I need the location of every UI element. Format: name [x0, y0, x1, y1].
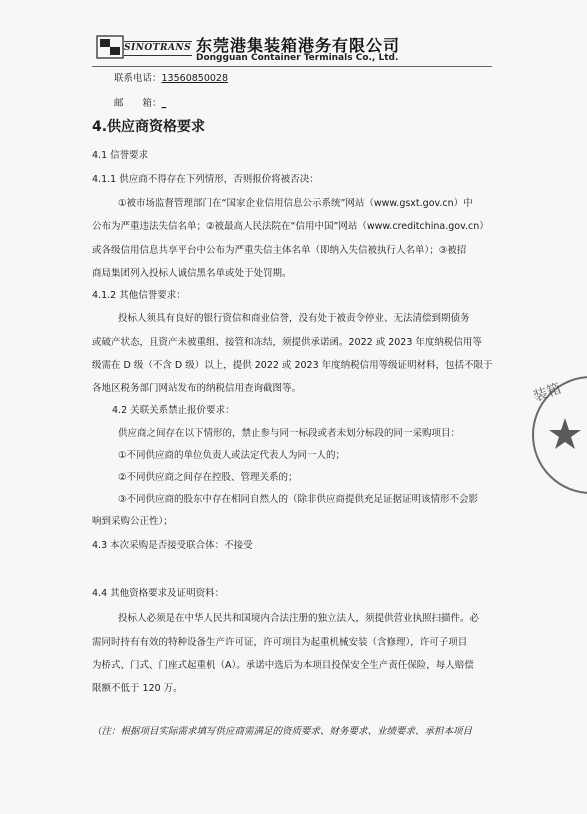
paragraph-line: 商局集团列入投标人诚信黑名单或处于处罚期。 [92, 268, 292, 279]
note-line: （注：根据项目实际需求填写供应商需满足的资质要求、财务要求、业绩要求、承担本项目 [92, 726, 473, 737]
phone-label: 联系电话： [114, 73, 162, 84]
paragraph-line: ②不同供应商之间存在控股、管理关系的； [118, 472, 298, 483]
heading-4-1: 4.1 信誉要求 [92, 150, 149, 161]
paragraph-line: 响到采购公正性）； [92, 516, 173, 527]
heading-4-4: 4.4 其他资格要求及证明资料： [92, 588, 225, 599]
company-name-en: Dongguan Container Terminals Co., Ltd. [196, 53, 399, 63]
paragraph-line: 投标人须具有良好的银行资信和商业信誉，没有处于被责令停业、无法清偿到期债务 [118, 313, 470, 324]
paragraph-line: 投标人必须是在中华人民共和国境内合法注册的独立法人，须提供营业执照扫描件。必 [118, 613, 480, 624]
paragraph-line: 为桥式、门式、门座式起重机（A）。承诺中选后为本项目投保安全生产责任保险，每人赔偿 [92, 660, 474, 671]
header-divider [92, 66, 492, 67]
paragraph-line: 各地区税务部门网站发布的纳税信用查询截图等。 [92, 383, 302, 394]
paragraph-line: ①被市场监督管理部门在“国家企业信用信息公示系统”网站（www.gsxt.gov.cn）中 [118, 198, 473, 209]
section-title: 4.供应商资格要求 [92, 119, 206, 135]
seal-text: 装箱 [531, 380, 564, 406]
company-name-cn: 东莞港集装箱港务有限公司 [196, 36, 401, 55]
paragraph-line: 供应商之间存在以下情形的，禁止参与同一标段或者未划分标段的同一采购项目： [118, 428, 461, 439]
email-label: 邮 箱： [114, 98, 162, 109]
contact-email-row [114, 98, 166, 110]
phone-value: 13560850028 [161, 73, 229, 84]
heading-4-1-1: 4.1.1 供应商不得存在下列情形，否则报价将被否决： [92, 174, 319, 185]
contact-phone-row [114, 73, 228, 85]
paragraph-line: ①不同供应商的单位负责人或法定代表人为同一人的； [118, 450, 346, 461]
email-value: _ [161, 98, 167, 109]
heading-4-2: 4.2 关联关系禁止报价要求： [112, 405, 235, 416]
paragraph-line: 需同时持有有效的特种设备生产许可证，许可项目为起重机械安装（含修理），许可子项目 [92, 637, 468, 648]
heading-4-1-2: 4.1.2 其他信誉要求： [92, 290, 186, 301]
company-seal [531, 370, 587, 500]
paragraph-line: 或各级信用信息共享平台中公布为严重失信主体名单（即纳入失信被执行人名单）；③被招 [92, 245, 467, 256]
paragraph-line: 级需在 D 级（不含 D 级）以上，提供 2022 或 2023 年度纳税信用等级证明材料，包括不限于 [92, 360, 493, 371]
paragraph-line: 限额不低于 120 万。 [92, 683, 183, 694]
brand-wordmark: SINOTRANS [124, 41, 192, 56]
heading-4-3: 4.3 本次采购是否接受联合体：不接受 [92, 540, 253, 551]
company-logo-icon [96, 35, 124, 59]
paragraph-line: ③不同供应商的股东中存在相同自然人的（除非供应商提供充足证据证明该情形不会影 [118, 494, 479, 505]
paragraph-line: 公布为严重违法失信名单；②被最高人民法院在“信用中国”网站（www.creditchina.gov.cn） [92, 221, 489, 232]
paragraph-line: 或破产状态，且资产未被重组、接管和冻结，须提供承诺函。2022 或 2023 年度纳税信用等 [92, 337, 482, 348]
